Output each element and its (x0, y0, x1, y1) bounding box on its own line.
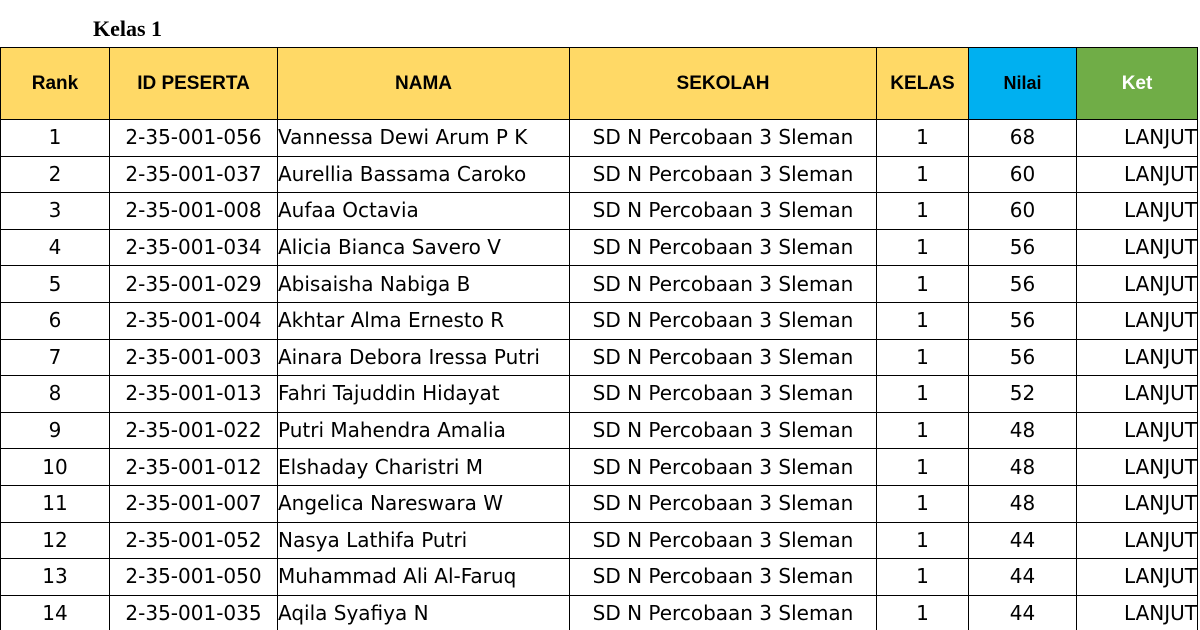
cell-nilai: 44 (969, 559, 1077, 596)
cell-id-peserta: 2-35-001-056 (110, 120, 278, 157)
results-table (0, 47, 1198, 630)
cell-nilai: 56 (969, 339, 1077, 376)
table-body (1, 120, 1198, 630)
table-row (1, 339, 1198, 376)
cell-nilai: 52 (969, 376, 1077, 413)
cell-nilai: 60 (969, 156, 1077, 193)
header-rank: Rank (1, 48, 110, 120)
cell-rank: 5 (1, 266, 110, 303)
cell-sekolah: SD N Percobaan 3 Sleman (570, 339, 877, 376)
cell-ket: LANJUT (1077, 559, 1198, 596)
cell-sekolah: SD N Percobaan 3 Sleman (570, 156, 877, 193)
table-row (1, 120, 1198, 157)
cell-ket: LANJUT (1077, 412, 1198, 449)
cell-nama: Abisaisha Nabiga B (278, 266, 570, 303)
table-row (1, 156, 1198, 193)
header-id-peserta: ID PESERTA (110, 48, 278, 120)
cell-sekolah: SD N Percobaan 3 Sleman (570, 412, 877, 449)
cell-nama: Angelica Nareswara W (278, 485, 570, 522)
cell-kelas: 1 (877, 302, 969, 339)
cell-rank: 13 (1, 559, 110, 596)
cell-kelas: 1 (877, 229, 969, 266)
cell-kelas: 1 (877, 412, 969, 449)
cell-nama: Nasya Lathifa Putri (278, 522, 570, 559)
cell-sekolah: SD N Percobaan 3 Sleman (570, 522, 877, 559)
cell-rank: 14 (1, 595, 110, 630)
cell-id-peserta: 2-35-001-008 (110, 193, 278, 230)
cell-nilai: 48 (969, 449, 1077, 486)
cell-nama: Ainara Debora Iressa Putri (278, 339, 570, 376)
cell-ket: LANJUT (1077, 522, 1198, 559)
cell-ket: LANJUT (1077, 193, 1198, 230)
header-row (1, 48, 1198, 120)
cell-kelas: 1 (877, 559, 969, 596)
cell-rank: 9 (1, 412, 110, 449)
cell-id-peserta: 2-35-001-007 (110, 485, 278, 522)
header-ket: Ket (1077, 48, 1198, 120)
cell-nilai: 68 (969, 120, 1077, 157)
cell-nilai: 60 (969, 193, 1077, 230)
cell-rank: 7 (1, 339, 110, 376)
cell-sekolah: SD N Percobaan 3 Sleman (570, 595, 877, 630)
header-kelas: KELAS (877, 48, 969, 120)
cell-ket: LANJUT (1077, 120, 1198, 157)
cell-kelas: 1 (877, 156, 969, 193)
cell-rank: 2 (1, 156, 110, 193)
table-row (1, 229, 1198, 266)
cell-kelas: 1 (877, 449, 969, 486)
cell-sekolah: SD N Percobaan 3 Sleman (570, 485, 877, 522)
cell-kelas: 1 (877, 376, 969, 413)
cell-id-peserta: 2-35-001-037 (110, 156, 278, 193)
cell-nama: Aufaa Octavia (278, 193, 570, 230)
cell-sekolah: SD N Percobaan 3 Sleman (570, 376, 877, 413)
table-row (1, 485, 1198, 522)
cell-ket: LANJUT (1077, 376, 1198, 413)
cell-kelas: 1 (877, 120, 969, 157)
cell-id-peserta: 2-35-001-050 (110, 559, 278, 596)
cell-id-peserta: 2-35-001-003 (110, 339, 278, 376)
header-sekolah: SEKOLAH (570, 48, 877, 120)
cell-kelas: 1 (877, 485, 969, 522)
cell-kelas: 1 (877, 595, 969, 630)
cell-nama: Alicia Bianca Savero V (278, 229, 570, 266)
cell-nama: Muhammad Ali Al-Faruq (278, 559, 570, 596)
cell-rank: 6 (1, 302, 110, 339)
cell-nilai: 48 (969, 485, 1077, 522)
cell-nama: Aurellia Bassama Caroko (278, 156, 570, 193)
cell-nilai: 48 (969, 412, 1077, 449)
cell-sekolah: SD N Percobaan 3 Sleman (570, 229, 877, 266)
cell-rank: 3 (1, 193, 110, 230)
cell-nilai: 56 (969, 266, 1077, 303)
cell-ket: LANJUT (1077, 229, 1198, 266)
cell-nama: Vannessa Dewi Arum P K (278, 120, 570, 157)
cell-kelas: 1 (877, 266, 969, 303)
cell-sekolah: SD N Percobaan 3 Sleman (570, 559, 877, 596)
cell-ket: LANJUT (1077, 156, 1198, 193)
table-row (1, 412, 1198, 449)
table-row (1, 302, 1198, 339)
cell-nilai: 44 (969, 522, 1077, 559)
cell-nilai: 44 (969, 595, 1077, 630)
cell-nilai: 56 (969, 229, 1077, 266)
cell-ket: LANJUT (1077, 449, 1198, 486)
cell-rank: 1 (1, 120, 110, 157)
cell-sekolah: SD N Percobaan 3 Sleman (570, 266, 877, 303)
cell-kelas: 1 (877, 522, 969, 559)
cell-ket: LANJUT (1077, 595, 1198, 630)
table-row (1, 376, 1198, 413)
cell-id-peserta: 2-35-001-029 (110, 266, 278, 303)
cell-kelas: 1 (877, 193, 969, 230)
cell-id-peserta: 2-35-001-004 (110, 302, 278, 339)
header-nilai: Nilai (969, 48, 1077, 120)
cell-ket: LANJUT (1077, 485, 1198, 522)
page-title: Kelas 1 (93, 16, 163, 41)
cell-ket: LANJUT (1077, 302, 1198, 339)
cell-id-peserta: 2-35-001-052 (110, 522, 278, 559)
cell-id-peserta: 2-35-001-013 (110, 376, 278, 413)
cell-id-peserta: 2-35-001-022 (110, 412, 278, 449)
table-row (1, 193, 1198, 230)
cell-ket: LANJUT (1077, 266, 1198, 303)
cell-sekolah: SD N Percobaan 3 Sleman (570, 302, 877, 339)
cell-id-peserta: 2-35-001-012 (110, 449, 278, 486)
table-row (1, 266, 1198, 303)
cell-id-peserta: 2-35-001-034 (110, 229, 278, 266)
cell-id-peserta: 2-35-001-035 (110, 595, 278, 630)
cell-rank: 10 (1, 449, 110, 486)
cell-nama: Fahri Tajuddin Hidayat (278, 376, 570, 413)
cell-nilai: 56 (969, 302, 1077, 339)
cell-kelas: 1 (877, 339, 969, 376)
cell-nama: Putri Mahendra Amalia (278, 412, 570, 449)
table-row (1, 522, 1198, 559)
table-row (1, 595, 1198, 630)
table-row (1, 559, 1198, 596)
cell-nama: Aqila Syafiya N (278, 595, 570, 630)
cell-sekolah: SD N Percobaan 3 Sleman (570, 449, 877, 486)
cell-sekolah: SD N Percobaan 3 Sleman (570, 120, 877, 157)
cell-rank: 11 (1, 485, 110, 522)
cell-ket: LANJUT (1077, 339, 1198, 376)
table-row (1, 449, 1198, 486)
cell-sekolah: SD N Percobaan 3 Sleman (570, 193, 877, 230)
cell-rank: 12 (1, 522, 110, 559)
cell-rank: 4 (1, 229, 110, 266)
cell-nama: Akhtar Alma Ernesto R (278, 302, 570, 339)
cell-rank: 8 (1, 376, 110, 413)
header-nama: NAMA (278, 48, 570, 120)
cell-nama: Elshaday Charistri M (278, 449, 570, 486)
